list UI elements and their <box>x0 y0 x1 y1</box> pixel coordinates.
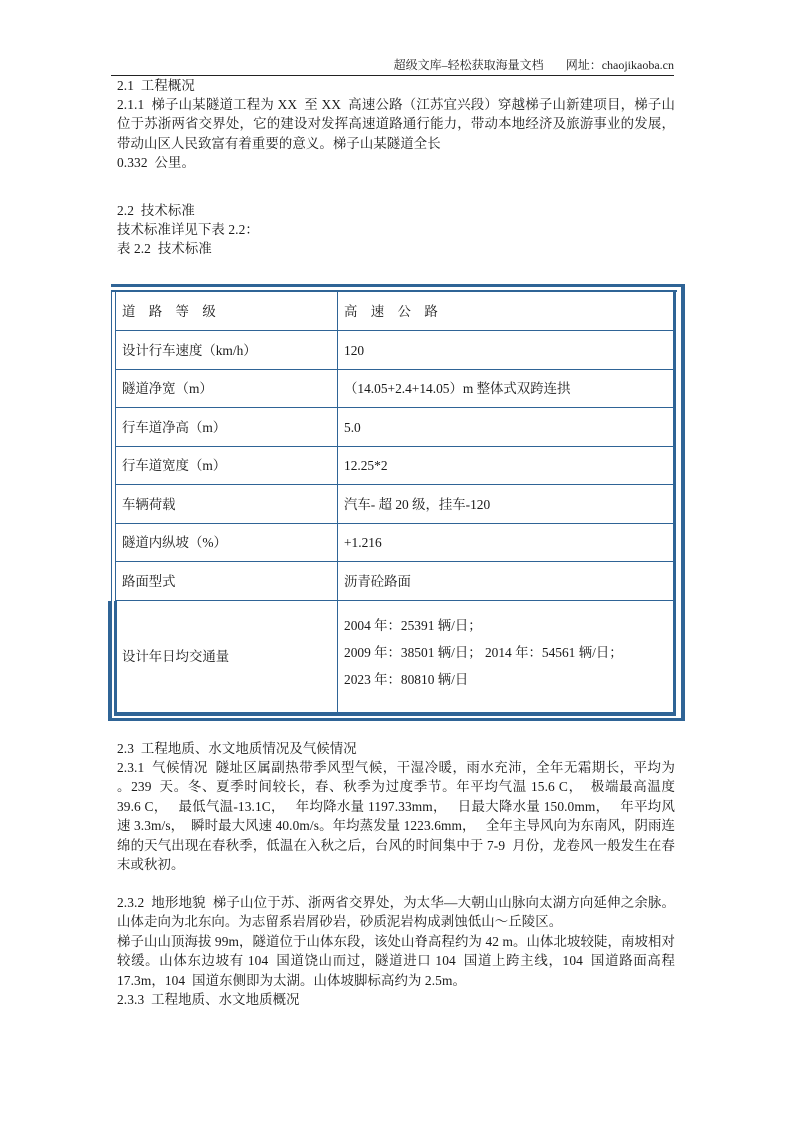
header-url: 网址：chaojikaoba.cn <box>565 58 674 72</box>
table-cell-label: 路面型式 <box>122 573 176 589</box>
section-2-2-intro: 技术标准详见下表 2.2： <box>117 222 259 237</box>
traffic-line: 2004 年：25391 辆/日； <box>344 618 482 633</box>
table-cell-value: 12.25*2 <box>344 458 388 473</box>
header-site-name: 超级文库–轻松获取海量文档 <box>393 58 544 72</box>
table-cell-value: 沥青砼路面 <box>344 573 411 589</box>
table-border-left-outer-thin <box>111 290 112 602</box>
table-cell-value: 高 速 公 路 <box>344 303 438 319</box>
section-2-2-title: 2.2 技术标准 <box>117 203 195 218</box>
table-cell-value: 120 <box>344 342 365 358</box>
table-cell-label: 设计行车速度（km/h） <box>122 342 257 358</box>
table-border-outer-bottom <box>108 718 685 721</box>
section-2-3-2-paragraph: 2.3.2 地形地貌 梯子山位于苏、浙两省交界处，为太华—大朝山山脉向太湖方向延伸之余脉。山体走向为北东向。为志留系岩屑砂岩，砂质泥岩构成剥蚀低山～丘陵区。 <box>117 895 675 930</box>
table-cell-value: +1.216 <box>344 535 382 550</box>
table-cell-label: 道 路 等 级 <box>122 303 216 319</box>
section-2-3-3-title: 2.3.3 工程地质、水文地质概况 <box>117 992 300 1007</box>
table-border-outer-top <box>111 284 685 287</box>
table-cell-label: 行车道宽度（m） <box>122 458 227 473</box>
table-cell-value: 汽车- 超 20 级，挂车-120 <box>344 496 491 512</box>
table-border-left-inner-thick <box>114 601 117 716</box>
table-border-inner-right <box>673 290 676 716</box>
tunnel-length-line: 0.332 公里。 <box>117 155 195 170</box>
traffic-line: 2023 年：80810 辆/日 <box>344 672 469 687</box>
traffic-line: 2009 年：38501 辆/日； 2014 年：54561 辆/日； <box>344 645 623 660</box>
table-cell-label: 设计年日均交通量 <box>122 649 230 664</box>
table-column-divider <box>337 292 338 712</box>
table-cell-label: 车辆荷载 <box>122 496 176 512</box>
section-2-1-1-paragraph: 2.1.1 梯子山某隧道工程为 XX 至 XX 高速公路（江苏宜兴段）穿越梯子山新建项目，梯子山位于苏浙两省交界处，它的建设对发挥高速道路通行能力，带动本地经济及旅游事业的发展，带动山区人民致富有着重要的意义。梯子山某隧道全长 <box>117 97 675 151</box>
section-2-3-title: 2.3 工程地质、水文地质情况及气候情况 <box>117 741 357 756</box>
section-2-3-1-paragraph: 2.3.1 气候情况 隧址区属副热带季风型气候，干湿冷暖，雨水充沛，全年无霜期长，平均为 。239 天。冬、夏季时间较长，春、秋季为过度季节。年平均气温 15.6 C， 极端最高温度 39.6 C， 最低气温-13.1C， 年均降水量 1197.33mm， 日最大降水量 150.0mm， 年平均风速 3.3m/s， 瞬时最大风速 40.0m/s。年均蒸发量 1223.6mm， 全年主导风向为东南风，阴雨连绵的天气出现在春秋季，低温在入秋之后，台风的时间集中于 7-9 月份，龙卷风一般发生在春末或秋初。 <box>117 760 682 873</box>
page-header <box>111 57 674 76</box>
table-cell-value-traffic <box>344 608 670 712</box>
table-border-outer-right <box>681 284 685 721</box>
table-cell-label: 行车道净高（m） <box>122 419 227 435</box>
table-border-inner-bottom <box>114 712 676 716</box>
table-cell-value: 5.0 <box>344 419 361 435</box>
table-cell-label: 隧道净宽（m） <box>122 381 213 396</box>
table-cell-value: （14.05+2.4+14.05）m 整体式双跨连拱 <box>344 381 571 396</box>
table-border-left-outer-thick <box>108 601 112 721</box>
section-2-1-title: 2.1 工程概况 <box>117 78 195 93</box>
table-cell-label: 隧道内纵坡（%） <box>122 535 227 550</box>
section-2-3-2-paragraph-cont: 梯子山山顶海拔 99m，隧道位于山体东段，该处山脊高程约为 42 m。山体北坡较陡，南坡相对较缓。山体东边坡有 104 国道饶山而过，隧道进口 104 国道上跨主线，104 国道路面高程 17.3m，104 国道东侧即为太湖。山体坡脚标高约为 2.5m。 <box>117 934 679 988</box>
table-caption: 表 2.2 技术标准 <box>117 241 212 256</box>
